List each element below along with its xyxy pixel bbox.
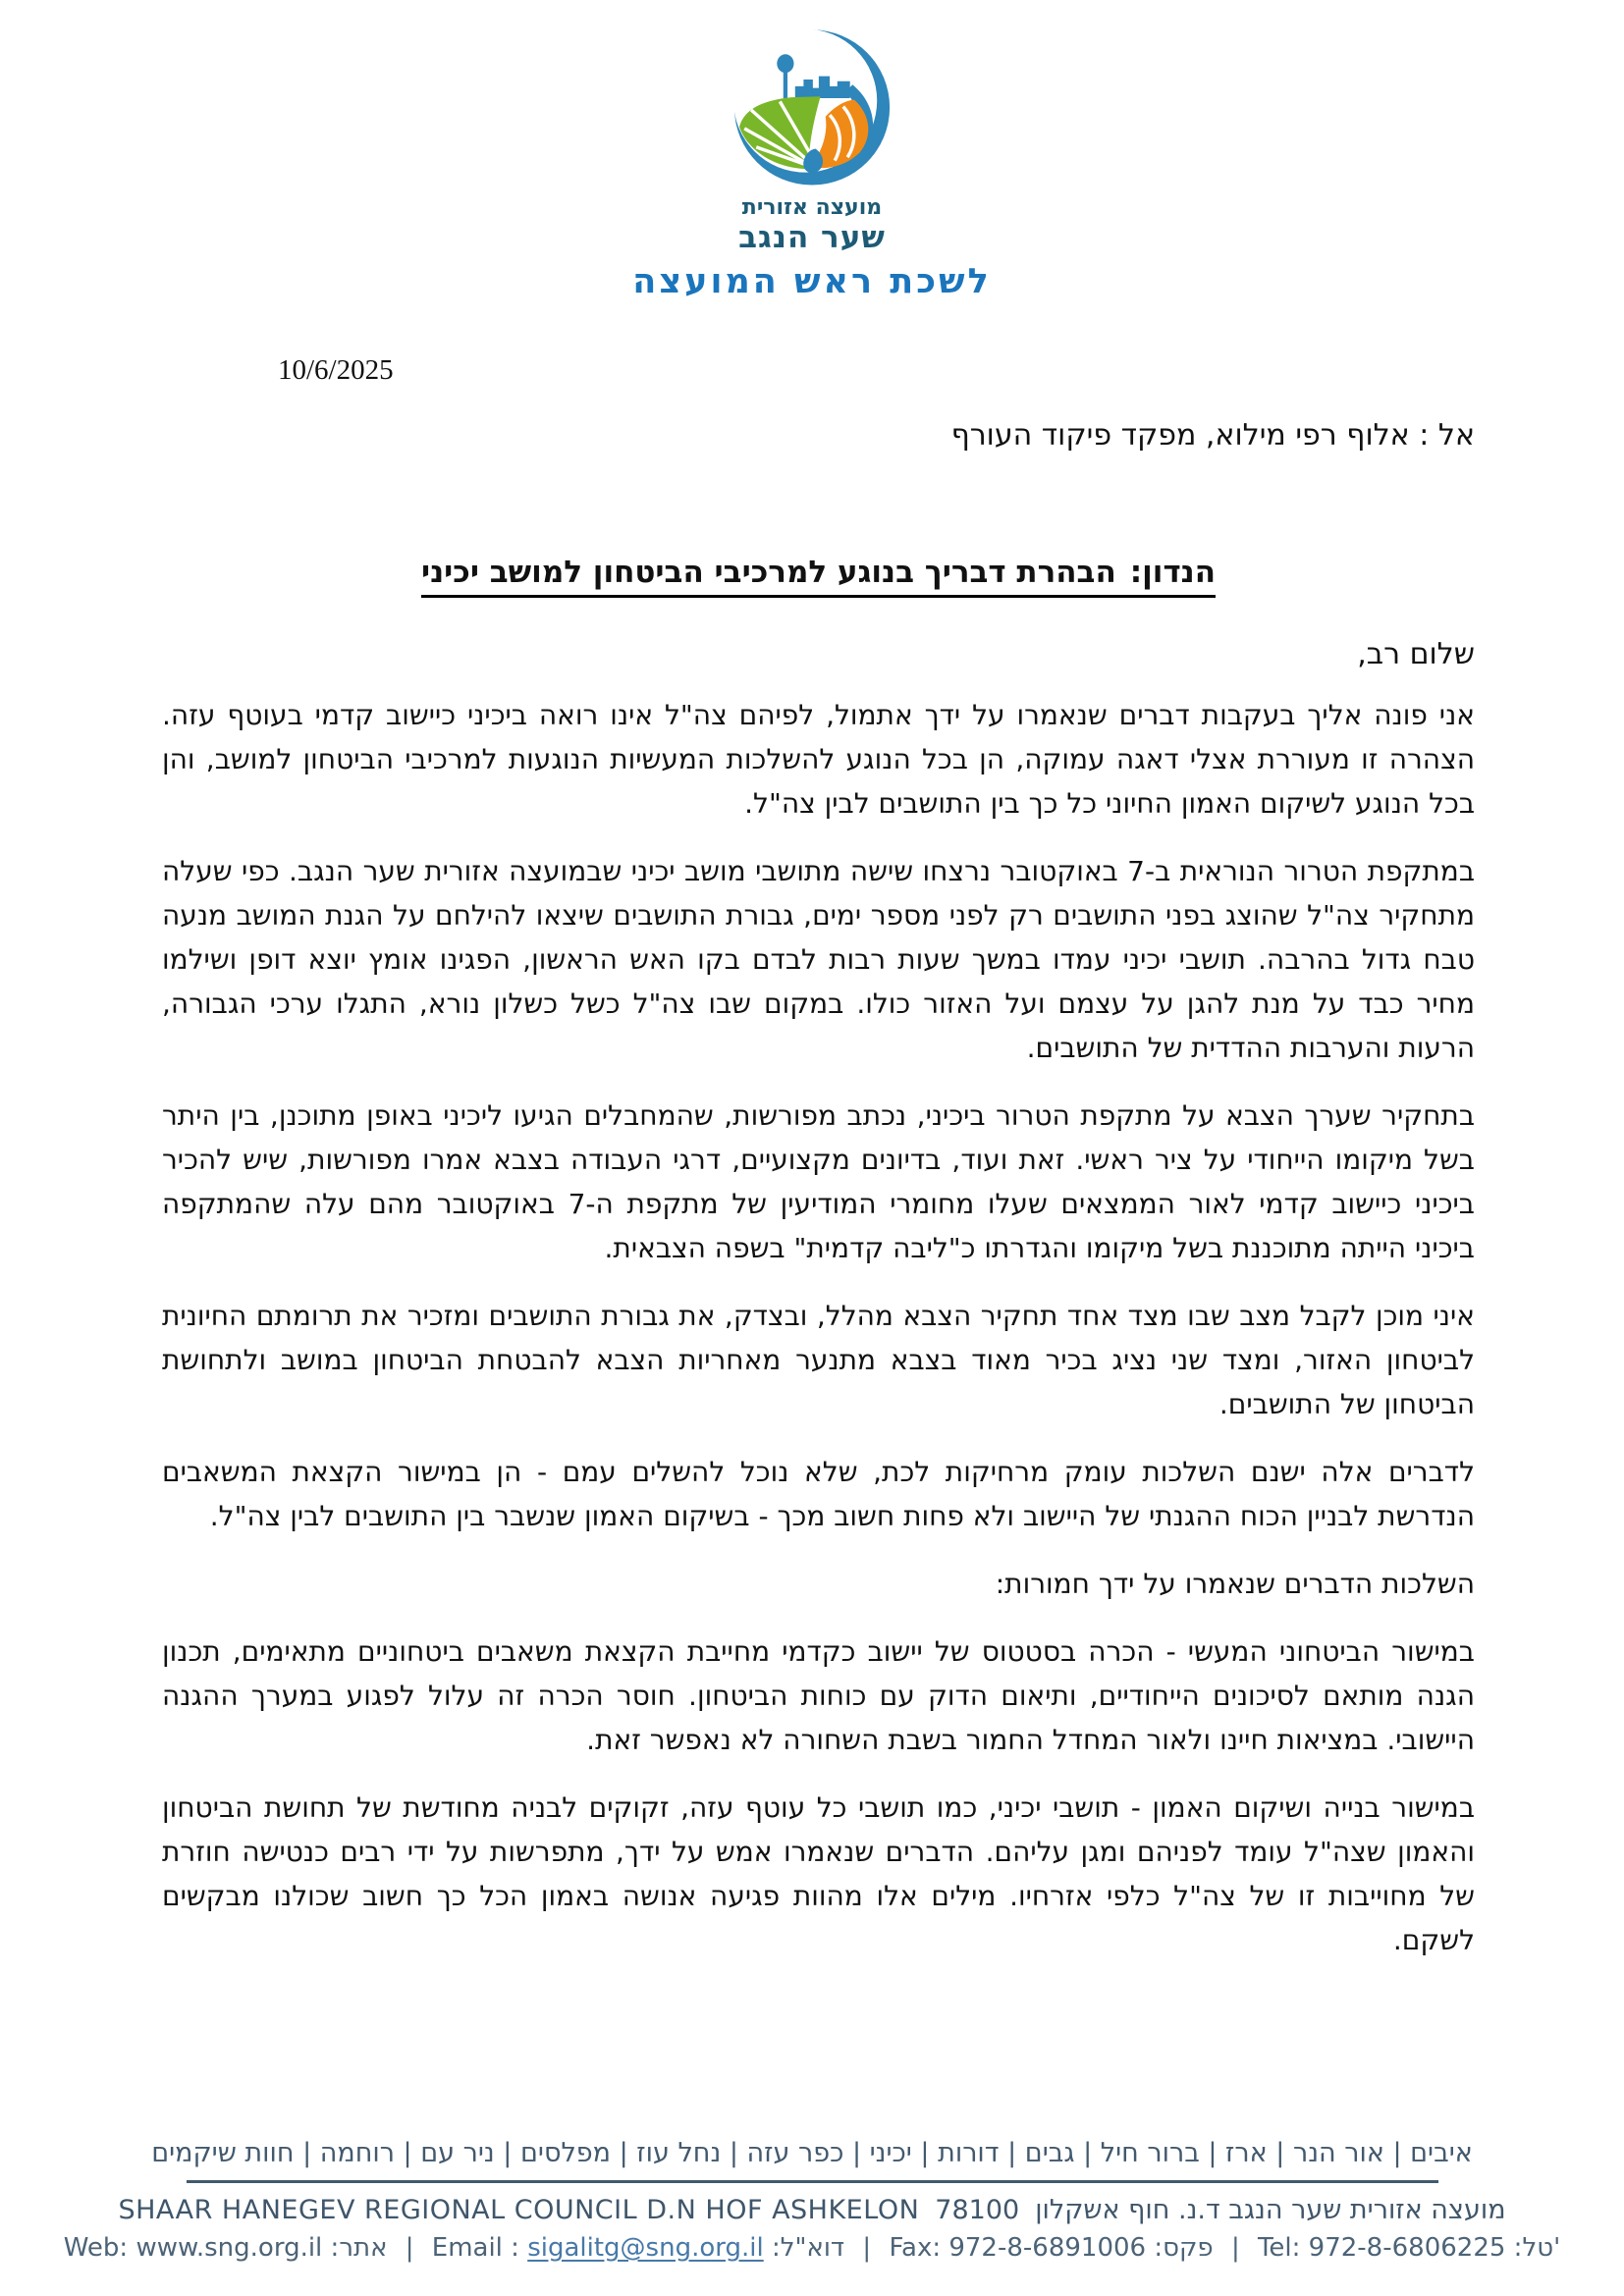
contact-web: Web: www.sng.org.il :אתר bbox=[63, 2233, 388, 2263]
letter-paragraph: במתקפת הטרור הנוראית ב-7 באוקטובר נרצחו שישה מתושבי מושב יכיני שבמועצה אזורית שער הנגב. כפי שעלה מתחקיר צה"ל שהוצג בפני התושבים רק לפני מספר ימים, גבורת התושבים שיצאו להילחם על הגנת המושב מנעה טבח גדול בהרבה. תושבי יכיני עמדו במשך שעות רבות לבדם בקו האש הראשון, הפגינו אומץ יוצא דופן ושילמו מחיר כבד על מנת להגן על עצמם ועל האזור כולו. במקום שבו צה"ל כשל כשלון נורא, התגלו ערכי הגבורה, הרעות והערבות ההדדית של התושבים. bbox=[162, 855, 1475, 1065]
council-address-line bbox=[0, 2195, 1624, 2225]
logo-caption-line1: מועצה אזורית bbox=[741, 195, 883, 220]
contact-separator: | bbox=[1230, 2233, 1240, 2263]
contact-tel: Tel: 972-8-6806225 :טל' bbox=[1257, 2233, 1561, 2263]
footer-divider bbox=[187, 2180, 1438, 2183]
subject-text: הבהרת דבריך בנוגע למרכיבי הביטחון למושב יכיני bbox=[420, 555, 1116, 591]
logo-caption-line2: שער הנגב bbox=[738, 219, 886, 255]
letter-paragraph: במישור הביטחוני המעשי - הכרה בסטטוס של יישוב כקדמי מחייבת הקצאת משאבים ביטחוניים מתאימים, תכנון הגנה מותאם לסיכונים הייחודיים, ותיאום הדוק עם כוחות הביטחון. חוסר הכרה זה עלול לפגוע במערך ההגנה היישובי. במציאות חיינו ולאור המחדל החמור בשבת השחורה לא נאפשר זאת. bbox=[162, 1635, 1475, 1757]
office-title: לשכת ראש המועצה bbox=[632, 262, 992, 302]
letter-paragraph-emphasis: השלכות הדברים שנאמרו על ידך חמורות: bbox=[995, 1568, 1475, 1601]
letter-paragraph: במישור בנייה ושיקום האמון - תושבי יכיני, כמו תושבי כל עוטף עזה, זקוקים לבניה מחודשת של תחושת הביטחון והאמון שצה"ל עומד לפניהם ומגן עליהם. הדברים שנאמרו אמש על ידך, מתפרשות על ידי רבים כנטישה חוזרת של מחוייבות זו של צה"ל כלפי אזרחיו. מילים אלו מהוות פגיעה אנושה באמון הכל כך חשוב שכולנו מבקשים לשקם. bbox=[162, 1791, 1475, 1957]
letter-paragraph: איני מוכן לקבל מצב שבו מצד אחד תחקיר הצבא מהלל, ובצדק, את גבורת התושבים ומזכיר את תרומתם החיונית לביטחון האזור, ומצד שני נציג בכיר מאוד בצבא מתנער מאחריות הצבא להבטחת הביטחון במושב ולתחושת הביטחון של התושבים. bbox=[162, 1300, 1475, 1421]
council-logo-icon bbox=[728, 26, 896, 194]
letter-paragraph: אני פונה אליך בעקבות דברים שנאמרו על ידך אתמול, לפיהם צה"ל אינו רואה ביכיני כיישוב קדמי בעוטף עזה. הצהרה זו מעוררת אצלי דאגה עמוקה, הן בכל הנוגע להשלכות המעשיות הנוגעות למרכיבי הביטחון למושב, והן בכל הנוגע לשיקום האמון החיוני כל כך בין התושבים לבין צה"ל. bbox=[162, 699, 1475, 821]
contact-line bbox=[0, 2233, 1624, 2263]
addressee-line: אל : אלוף רפי מילוא, מפקד פיקוד העורף bbox=[950, 418, 1475, 454]
council-name-english: SHAAR HANEGEV REGIONAL COUNCIL D.N HOF ASHKELON bbox=[118, 2195, 920, 2225]
greeting: שלום רב, bbox=[1357, 637, 1475, 672]
letter-date: 10/6/2025 bbox=[278, 354, 394, 387]
contact-email-prefix: Email : bbox=[431, 2233, 528, 2263]
council-zip: 78100 bbox=[935, 2195, 1020, 2225]
logo-captions bbox=[728, 196, 896, 254]
letter-paragraph: בתחקיר שערך הצבא על מתקפת הטרור ביכיני, נכתב מפורשות, שהמחבלים הגיעו ליכיני באופן מתוכנן, בין היתר בשל מיקומו הייחודי על ציר ראשי. זאת ועוד, בדיונים מקצועיים, דרגי העבודה בצבא אמרו מפורשות, שיש להכיר ביכיני כיישוב קדמי לאור הממצאים שעלו מחומרי המודיעין של מתקפת ה-7 באוקטובר מהם עלה שהמתקפה ביכיני הייתה מתוכננת בשל מיקומו והגדרתו כ"ליבה קדמית" בשפה הצבאית. bbox=[162, 1099, 1475, 1265]
council-name-hebrew: מועצה אזורית שער הנגב ד.נ. חוף אשקלון bbox=[1035, 2195, 1506, 2225]
council-logo bbox=[728, 26, 896, 254]
subject-underline bbox=[421, 555, 1216, 598]
letter-paragraph: לדברים אלה ישנם השלכות עומק מרחיקות לכת, שלא נוכל להשלים עמם - הן במישור הקצאת המשאבים הנדרשת לבניין הכוח ההגנתי של היישוב ולא פחות חשוב מכך - בשיקום האמון שנשבר בין התושבים לבין צה"ל. bbox=[162, 1456, 1475, 1533]
letterhead bbox=[0, 0, 1624, 301]
letter-content bbox=[0, 354, 1624, 1962]
contact-separator: | bbox=[862, 2233, 872, 2263]
contact-fax: Fax: 972-8-6891006 :פקס bbox=[889, 2233, 1214, 2263]
email-link[interactable]: sigalitg@sng.org.il bbox=[527, 2233, 764, 2263]
subject-label: הנדון: bbox=[1129, 555, 1217, 591]
subject-line bbox=[162, 555, 1475, 598]
letter-body bbox=[162, 693, 1475, 1962]
contact-separator: | bbox=[405, 2233, 414, 2263]
letter-footer bbox=[0, 2138, 1624, 2263]
contact-email-label: :דוא"ל bbox=[763, 2233, 845, 2263]
towns-line: איבים | אור הנר | ארז | ברור חיל | גבים | דורות | יכיני | כפר עזה | נחל עוז | מפלסים | ניר עם | רוחמה | חוות שיקמים bbox=[151, 2138, 1473, 2168]
